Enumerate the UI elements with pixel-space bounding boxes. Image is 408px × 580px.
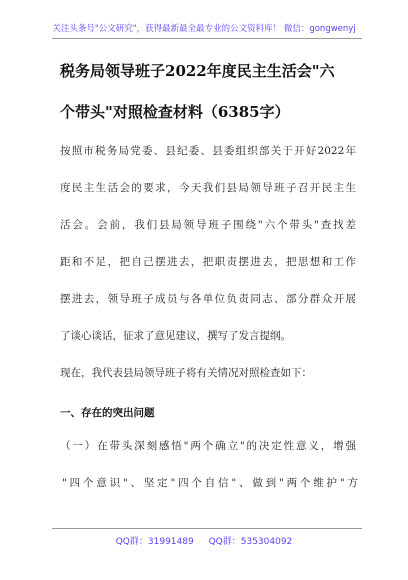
- body-line-6: 了谈心谈话，征求了意见建议，撰写了发言提纲。: [60, 330, 291, 342]
- footer-qq-group-1: QQ群：31991489: [115, 537, 194, 547]
- body-line-1: 按照市税务局党委、县纪委、县委组织部关于开好2022年: [60, 145, 356, 157]
- footer-divider: [52, 528, 362, 529]
- section-line-1: （一）在带头深刻感悟"两个确立"的决定性意义，增强: [60, 440, 356, 452]
- body-line-3: 活会。会前，我们县局领导班子围绕"六个带头"查找差: [60, 219, 356, 231]
- section-heading: 一、存在的突出问题: [60, 407, 155, 419]
- body-line-5: 摆进去，领导班子成员与各单位负责同志、部分群众开展: [60, 293, 356, 305]
- header-banner: 关注头条号"公文研究"，获得最新最全最专业的公文资料库！ 微信：gongwenyj: [52, 24, 356, 34]
- section-line-2: "四个意识"、坚定"四个自信"、做到"两个维护"方: [62, 477, 358, 489]
- body-line-7: 现在，我代表县局领导班子将有关情况对照检查如下：: [60, 367, 312, 379]
- document-title-line-2: 个带头"对照检查材料（6385字）: [60, 103, 290, 121]
- header-divider: [52, 38, 362, 39]
- footer: [0, 534, 408, 547]
- body-line-2: 度民主生活会的要求，今天我们县局领导班子召开民主生: [60, 182, 356, 194]
- document-title-line-1: 税务局领导班子2022年度民主生活会"六: [60, 62, 335, 80]
- body-line-4: 距和不足，把自己摆进去，把职责摆进去，把思想和工作: [60, 256, 356, 268]
- footer-qq-group-2: QQ群：535304092: [208, 537, 293, 547]
